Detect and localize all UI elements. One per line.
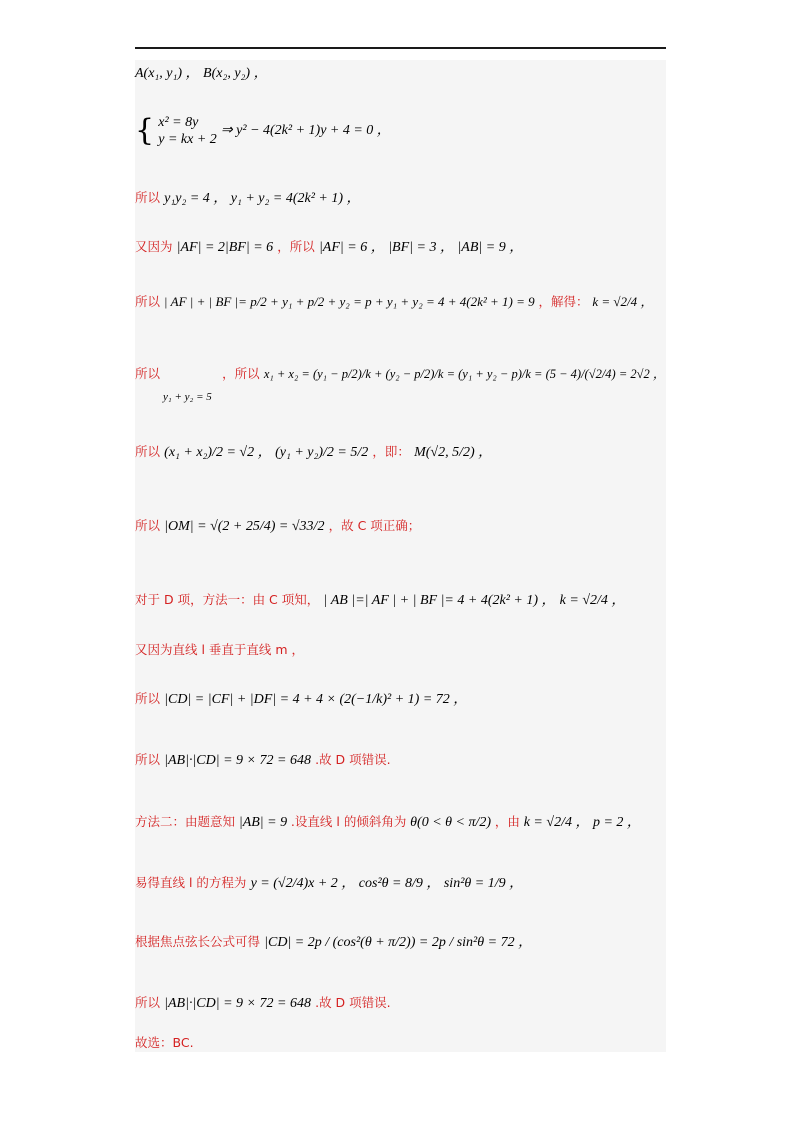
om-math: |OM| = √(2 + 25/4) = √33/2 [164, 519, 325, 534]
theta-range: θ(0 < θ < π/2) [410, 815, 492, 830]
final-answer: 故选：BC. [135, 1035, 194, 1050]
points-ab-text: A(x₁, y₁) ， B(x₂, y₂) ， [135, 66, 268, 81]
label-suoyi: 所以 [135, 190, 161, 205]
label-method-one: 对于 D 项，方法一：由 C 项知， [135, 592, 320, 607]
k-value: k = √2/4 ， [559, 593, 626, 608]
conclusion-d-2: .故 D 项错误. [315, 995, 391, 1010]
cd-math: |CD| = |CF| + |DF| = 4 + 4 × (2(−1/k)² + 1) = 72 ， [164, 692, 468, 707]
brace-icon: { [135, 113, 155, 148]
system-eq-1: x² = 8y [158, 115, 199, 130]
answer-line [135, 1035, 194, 1052]
label-suoyi: 所以 [135, 752, 161, 767]
point-m: M(√2, 5/2) ， [414, 445, 493, 460]
product-line-2 [135, 995, 391, 1012]
solve-k-line [135, 294, 653, 310]
label-suoyi: 所以 [135, 995, 161, 1010]
k-value: k = √2/4 ， [592, 294, 654, 309]
product-line [135, 752, 391, 769]
system-block [158, 114, 217, 148]
label-suoyi-2: ，所以 [222, 366, 260, 381]
conclusion-d: .故 D 项错误. [315, 752, 391, 767]
vieta-line [135, 190, 361, 207]
solution-panel [135, 60, 666, 1052]
label-ji: ，即： [372, 444, 410, 459]
line-eq-math: y = (√2/4)x + 2 ， cos²θ = 8/9 ， sin²θ = 1/9 ， [250, 876, 524, 891]
distance-values: |AF| = 6 ， |BF| = 3 ， |AB| = 9 ， [318, 240, 524, 255]
method-one-line [135, 592, 625, 609]
k-p-values: k = √2/4 ， p = 2 ， [523, 815, 641, 830]
focal-chord-math: |CD| = 2p / (cos²(θ + π/2)) = 2p / sin²θ = 72 ， [264, 935, 533, 950]
cd-line [135, 691, 467, 708]
ab-value: |AB| = 9 [238, 815, 288, 830]
conclusion-c: ，故 C 项正确； [328, 518, 421, 533]
y-sum-value: y₁ + y₂ = 5 [163, 391, 212, 403]
x-sum-line [135, 366, 665, 383]
distances-line [135, 239, 523, 256]
label-jiede: ，解得： [538, 294, 589, 309]
header-rule [135, 47, 666, 49]
system-result: ⇒ y² − 4(2k² + 1)y + 4 = 0 ， [220, 123, 391, 138]
label-focal-chord: 根据焦点弦长公式可得 [135, 934, 261, 949]
product-math-2: |AB|·|CD| = 9 × 72 = 648 [164, 996, 311, 1011]
line-equation-line [135, 875, 523, 892]
focal-chord-line [135, 934, 532, 951]
label-line-eq: 易得直线 l 的方程为 [135, 875, 247, 890]
perpendicular-text: 又因为直线 l 垂直于直线 m ， [135, 642, 305, 657]
method-two-line [135, 814, 641, 831]
label-you: ，由 [494, 814, 520, 829]
ab-math: | AB |=| AF | + | BF |= 4 + 4(2k² + 1) ， [323, 593, 556, 608]
perpendicular-line [135, 642, 304, 659]
label-method-two: 方法二：由题意知 [135, 814, 236, 829]
midpoint-math: (x₁ + x₂)/2 = √2 ， (y₁ + y₂)/2 = 5/2 [164, 445, 369, 460]
label-suoyi: 所以 [135, 444, 161, 459]
label-incline: .设直线 l 的倾斜角为 [290, 814, 407, 829]
focal-sum-math: | AF | + | BF |= p/2 + y₁ + p/2 + y₂ = p + y₁ + y₂ = 4 + 4(2k² + 1) = 9 [163, 294, 535, 309]
label-suoyi: 所以 [135, 691, 161, 706]
vieta-math: y₁y₂ = 4 ， y₁ + y₂ = 4(2k² + 1) ， [164, 191, 361, 206]
product-math: |AB|·|CD| = 9 × 72 = 648 [164, 753, 311, 768]
label-youyinwei: 又因为 [135, 239, 173, 254]
label-suoyi: 所以 [135, 294, 161, 309]
label-suoyi: 所以 [135, 366, 161, 381]
system-eq-2: y = kx + 2 [158, 132, 217, 147]
af-bf-relation: |AF| = 2|BF| = 6 [176, 240, 274, 255]
label-suoyi: 所以 [135, 518, 161, 533]
x-sum-math: x₁ + x₂ = (y₁ − p/2)/k + (y₂ − p/2)/k = (y₁ + y₂ − p)/k = (5 − 4)/(√2/4) = 2√2 ， [263, 367, 666, 381]
om-line [135, 518, 420, 535]
system-line [135, 114, 391, 148]
points-ab-line [135, 66, 268, 82]
y-sum-sub [163, 389, 212, 405]
midpoint-line [135, 444, 492, 461]
label-suoyi: ，所以 [277, 239, 315, 254]
